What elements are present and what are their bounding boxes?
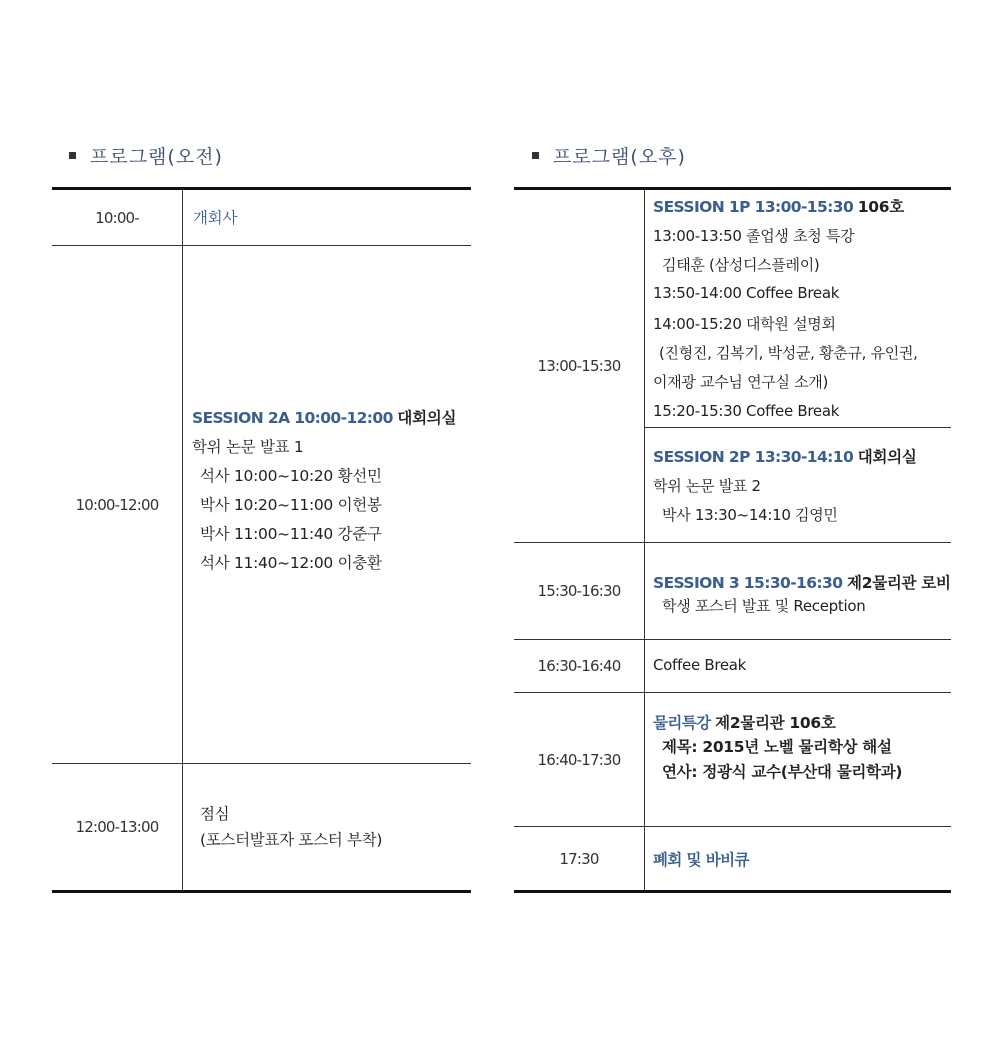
list-item: 13:00-13:50 졸업생 초청 특강 — [653, 227, 855, 245]
time-cell: 16:40-17:30 — [537, 750, 621, 769]
list-item: 15:20-15:30 Coffee Break — [653, 402, 840, 420]
session-label: SESSION 2A 10:00-12:00 — [192, 409, 393, 427]
morning-table — [52, 187, 471, 893]
session-room: 대회의실 — [857, 448, 917, 466]
list-item: (진형진, 김복기, 박성균, 황춘규, 유인권, — [659, 344, 918, 362]
time-cell: 17:30 — [559, 849, 599, 868]
time-cell: 16:30-16:40 — [537, 657, 621, 675]
morning-heading-text: 프로그램(오전) — [90, 146, 223, 168]
content-cell — [644, 190, 951, 542]
table-row — [52, 246, 471, 764]
session-label: SESSION 2P 13:30-14:10 — [653, 448, 854, 466]
table-row — [52, 190, 471, 246]
time-cell: 13:00-15:30 — [537, 357, 621, 375]
bullet-icon — [69, 152, 76, 159]
session-title — [192, 406, 456, 428]
closing-text: 폐회 및 바비큐 — [653, 851, 749, 869]
lecture-label: 물리특강 — [653, 714, 711, 732]
time-cell: 15:30-16:30 — [537, 582, 621, 600]
table-row — [514, 640, 951, 693]
table-row — [514, 543, 951, 640]
list-item: 이재광 교수님 연구실 소개) — [653, 373, 829, 391]
list-item: 김태훈 (삼성디스플레이) — [662, 256, 820, 274]
time-cell: 10:00-12:00 — [75, 495, 159, 514]
table-row — [514, 693, 951, 827]
content-cell — [182, 190, 471, 245]
session-title — [653, 445, 917, 467]
lecture-speaker: 연사: 정광식 교수(부산대 물리학과) — [662, 763, 903, 781]
lunch-text: 점심 — [200, 805, 230, 823]
list-item: 박사 10:20~11:00 이헌봉 — [200, 496, 382, 514]
content-cell — [644, 693, 951, 826]
list-item: 14:00-15:20 대학원 설명회 — [653, 315, 836, 333]
afternoon-heading-text: 프로그램(오후) — [553, 146, 686, 168]
row-divider — [645, 427, 951, 428]
coffee-break-text: Coffee Break — [653, 656, 747, 674]
list-item: 박사 11:00~11:40 강준구 — [200, 525, 382, 543]
lunch-note: (포스터발표자 포스터 부착) — [200, 831, 383, 849]
session-label: SESSION 3 15:30-16:30 — [653, 574, 843, 592]
session-title — [653, 571, 951, 593]
list-item: 석사 11:40~12:00 이충환 — [200, 554, 382, 572]
morning-heading — [69, 142, 223, 169]
afternoon-table — [514, 187, 951, 893]
list-item: 박사 13:30~14:10 김영민 — [662, 506, 838, 524]
list-item: 학생 포스터 발표 및 Reception — [662, 597, 866, 615]
lecture-title: 제목: 2015년 노벨 물리학상 해설 — [662, 738, 892, 756]
list-item: 13:50-14:00 Coffee Break — [653, 284, 840, 302]
time-cell: 12:00-13:00 — [75, 818, 159, 836]
session-title — [653, 195, 904, 217]
session-room: 제2물리관 106호 — [715, 714, 836, 732]
table-row — [52, 764, 471, 890]
content-cell — [644, 827, 951, 890]
opening-text: 개회사 — [193, 209, 238, 227]
content-cell — [644, 543, 951, 639]
session-title — [653, 711, 836, 733]
content-cell — [182, 764, 471, 890]
session-label: SESSION 1P 13:00-15:30 — [653, 198, 854, 216]
list-item: 석사 10:00~10:20 황선민 — [200, 467, 382, 485]
content-cell — [644, 640, 951, 692]
afternoon-heading — [532, 142, 686, 169]
session-room: 106호 — [857, 198, 904, 216]
table-row — [514, 190, 951, 543]
session-subtitle: 학위 논문 발표 2 — [653, 477, 761, 495]
session-room: 대회의실 — [397, 409, 457, 427]
bullet-icon — [532, 152, 539, 159]
session-subtitle: 학위 논문 발표 1 — [192, 438, 304, 456]
session-room: 제2물리관 로비 — [847, 574, 951, 592]
content-cell — [182, 246, 471, 763]
time-cell: 10:00- — [95, 208, 139, 227]
table-row — [514, 827, 951, 890]
